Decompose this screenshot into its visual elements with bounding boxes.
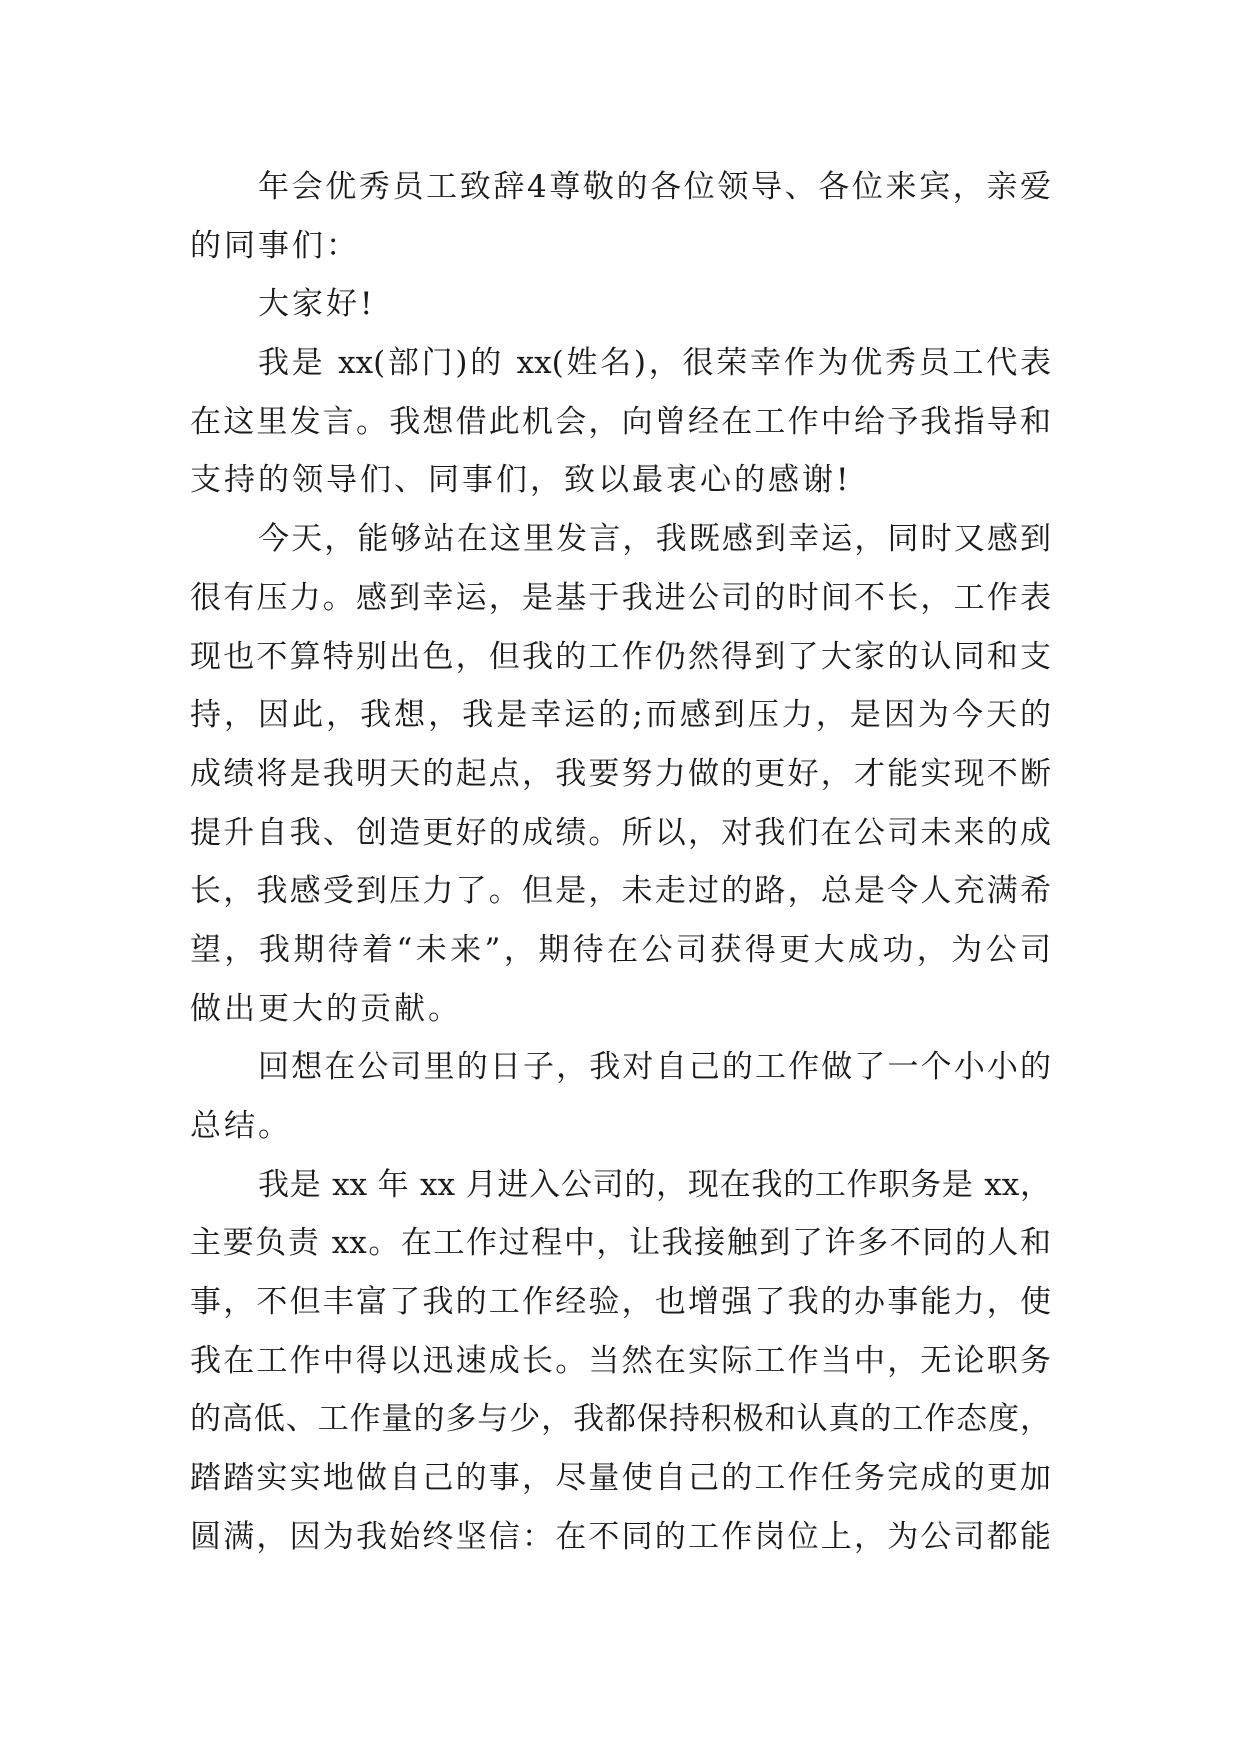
paragraph: [190, 334, 1051, 510]
text-line: 年会优秀员工致辞4尊敬的各位领导、各位来宾，亲爱: [258, 169, 1051, 205]
text-line: 长，我感受到压力了。但是，未走过的路，总是令人充满希: [190, 873, 1051, 910]
text-line: 我是 xx(部门)的 xx(姓名)，很荣幸作为优秀员工代表: [258, 345, 1051, 382]
text-line: 我是 xx 年 xx 月进入公司的，现在我的工作职务是 xx，: [258, 1166, 1051, 1203]
text-line: 主要负责 xx。在工作过程中，让我接触到了许多不同的人和: [190, 1225, 1051, 1262]
text-line: 事，不但丰富了我的工作经验，也增强了我的办事能力，使: [190, 1284, 1051, 1321]
paragraph: [190, 275, 1051, 334]
text-line: 现也不算特别出色，但我的工作仍然得到了大家的认同和支: [190, 638, 1051, 675]
text-line: 的高低、工作量的多与少，我都保持积极和认真的工作态度，: [190, 1401, 1051, 1438]
text-line: 总结。: [190, 1108, 292, 1144]
paragraph: [190, 158, 1051, 275]
text-line: 回想在公司里的日子，我对自己的工作做了一个小小的: [258, 1049, 1051, 1086]
text-line: 的同事们：: [190, 227, 360, 264]
text-line: 很有压力。感到幸运，是基于我进公司的时间不长，工作表: [190, 579, 1051, 616]
text-line: 成绩将是我明天的起点，我要努力做的更好，才能实现不断: [190, 755, 1051, 792]
text-line: 今天，能够站在这里发言，我既感到幸运，同时又感到: [258, 521, 1051, 558]
text-line: 做出更大的贡献。: [190, 990, 462, 1027]
text-line: 提升自我、创造更好的成绩。所以，对我们在公司未来的成: [190, 814, 1051, 851]
document-body: [190, 158, 1051, 1567]
text-line: 持，因此，我想，我是幸运的;而感到压力，是因为今天的: [190, 697, 1051, 734]
text-line: 我在工作中得以迅速成长。当然在实际工作当中，无论职务: [190, 1342, 1051, 1379]
text-line: 踏踏实实地做自己的事，尽量使自己的工作任务完成的更加: [190, 1460, 1051, 1497]
text-line: 圆满，因为我始终坚信：在不同的工作岗位上，为公司都能: [190, 1518, 1051, 1555]
text-line: 在这里发言。我想借此机会，向曾经在工作中给予我指导和: [190, 403, 1051, 440]
text-line: 大家好!: [258, 286, 376, 323]
text-line: 支持的领导们、同事们，致以最衷心的感谢!: [190, 462, 852, 499]
text-line: 望，我期待着“未来”，期待在公司获得更大成功，为公司: [190, 931, 1051, 968]
paragraph: [190, 1156, 1051, 1567]
paragraph: [190, 510, 1051, 1038]
paragraph: [190, 1038, 1051, 1155]
